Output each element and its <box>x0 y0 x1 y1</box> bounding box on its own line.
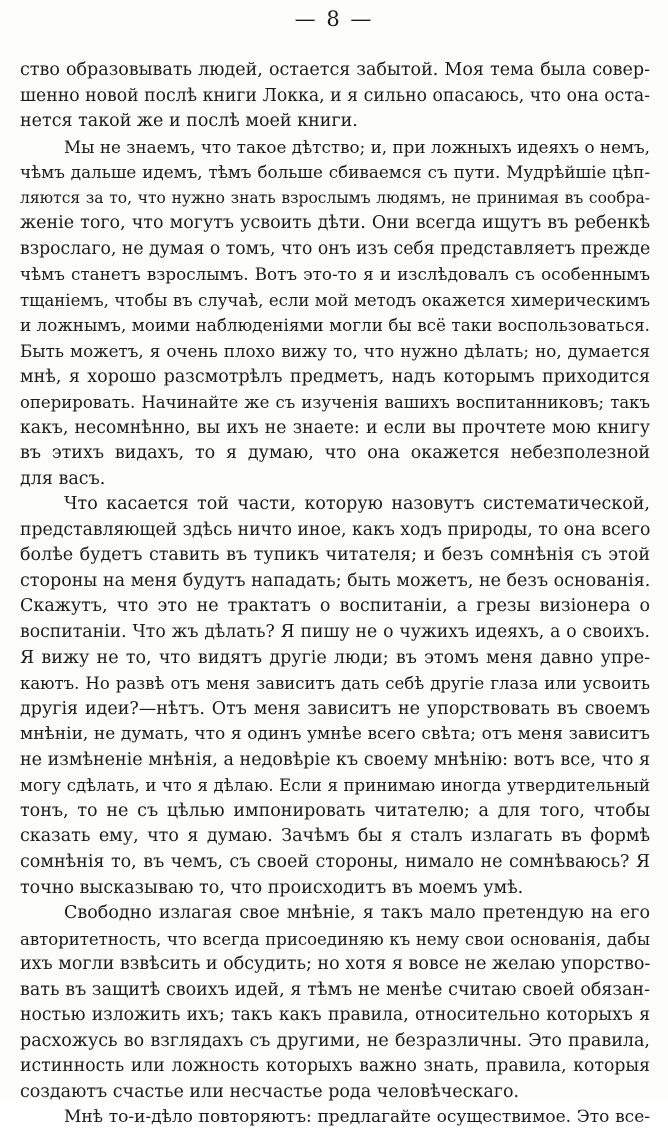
text-line: Я вижу не то, что видятъ другіе люди; въ этомъ меня давно упре- <box>20 647 650 668</box>
text-line: чѣмъ станетъ взрослымъ. Вотъ это-то я и изслѣдовалъ съ особеннымъ <box>20 264 650 285</box>
text-line: мнѣ, я хорошо разсмотрѣлъ предметъ, надъ которымъ приходится <box>20 366 650 387</box>
text-line: ляются за то, что нужно знать взрослымъ людямъ, не принимая въ сообра- <box>20 188 650 207</box>
text-line: какъ, несомнѣнно, вы ихъ не знаете: и если вы прочтете мою книгу <box>20 417 650 438</box>
text-line: могу сдѣлать, и что я дѣлаю. Если я принимаю иногда утвердительный <box>20 776 650 796</box>
text-line: стороны на меня будутъ нападать; быть можетъ, не безъ основанія. <box>20 570 650 591</box>
text-line: оперировать. Начинайте же съ изученія вашихъ воспитанниковъ; такъ <box>20 393 650 413</box>
text-line: мнѣніи, не думать, что я одинъ умнѣе всего свѣта; отъ меня зависитъ <box>20 724 650 745</box>
body-text <box>20 58 650 1131</box>
text-line: шенно новой послѣ книги Локка, и я сильно опасаюсь, что она оста- <box>20 85 650 106</box>
page-number: — 8 — <box>294 7 374 31</box>
text-line: истинность или ложность которыхъ важно знать, правила, которыя <box>20 1056 650 1077</box>
text-line: болѣе будетъ ставить въ тупикъ читателя; и безъ сомнѣнія съ этой <box>20 545 650 566</box>
text-line: тонъ, то не съ цѣлью импонировать читателю; а для того, чтобы <box>20 800 650 821</box>
text-line: Быть можетъ, я очень плохо вижу то, что нужно дѣлать; но, думается <box>20 341 650 362</box>
text-line: ихъ могли взвѣсить и обсудить; но хотя я вовсе не желаю упорство- <box>20 954 650 975</box>
text-line: Скажутъ, что это не трактатъ о воспитаніи, а грезы визіонера о <box>20 596 650 617</box>
text-line: сказать ему, что я думаю. Зачѣмъ бы я сталъ излагать въ формѣ <box>20 826 650 847</box>
text-line: чѣмъ дальше идемъ, тѣмъ больше сбиваемся съ пути. Мудрѣйшіе цѣп- <box>20 162 650 183</box>
text-line: вать въ защитѣ своихъ идей, я тѣмъ не менѣе считаю своей обязан- <box>20 979 650 1000</box>
text-line: нется такой же и послѣ моей книги. <box>20 111 358 132</box>
text-line: авторитетность, что всегда присоединяю къ нему свои основанія, дабы <box>20 929 650 949</box>
text-line: Мы не знаемъ, что такое дѣтство; и, при ложныхъ идеяхъ о немъ, <box>64 136 650 157</box>
text-line: ностью изложить ихъ; такъ какъ правила, относительно которыхъ я <box>20 1005 650 1026</box>
text-line: представляющей здѣсь ничто иное, какъ ходъ природы, то она всего <box>20 519 650 540</box>
text-line: создаютъ счастье или несчастье рода человѣческаго. <box>20 1081 520 1102</box>
text-line: Мнѣ то-и-дѣло повторяютъ: предлагайте осуществимое. Это все- <box>64 1107 650 1128</box>
text-line: Свободно излагая свое мнѣніе, я такъ мало претендую на его <box>64 903 650 924</box>
text-line: и ложнымъ, моими наблюденіями могли бы всё таки воспользоваться. <box>20 315 650 336</box>
text-line: женіе того, что могутъ усвоить дѣти. Они всегда ищутъ въ ребенкѣ <box>20 213 650 234</box>
text-line: сомнѣнія то, въ чемъ, съ своей стороны, нимало не сомнѣваюсь? Я <box>20 851 650 872</box>
text-line: не измѣненіе мнѣнія, а недовѣріе къ своему мнѣнію: вотъ все, что я <box>20 749 650 770</box>
text-line: тщаніемъ, чтобы въ случаѣ, если мой методъ окажется химерическимъ <box>20 290 650 310</box>
text-line: расхожусь во взглядахъ съ другими, не безразличны. Это правила, <box>20 1030 650 1051</box>
text-line: другія идеи?—нѣтъ. Отъ меня зависитъ не упорствовать въ своемъ <box>20 698 650 719</box>
text-line: воспитаніи. Что жъ дѣлать? Я пишу не о чужихъ идеяхъ, а о своихъ. <box>20 622 650 643</box>
text-line: въ этихъ видахъ, то я думаю, что она окажется небезполезной <box>20 443 650 464</box>
text-line: Что касается той части, которую назовутъ систематической, <box>64 494 650 515</box>
text-line: каютъ. Но развѣ отъ меня зависитъ дать себѣ другіе глаза или усвоить <box>20 674 650 694</box>
text-line: ство образовывать людей, остается забытой. Моя тема была совер- <box>20 60 650 80</box>
text-line: взрослаго, не думая о томъ, что онъ изъ себя представляетъ прежде <box>20 238 650 259</box>
text-line: для васъ. <box>20 468 106 489</box>
text-line: точно высказываю то, что происходитъ въ моемъ умѣ. <box>20 877 524 898</box>
